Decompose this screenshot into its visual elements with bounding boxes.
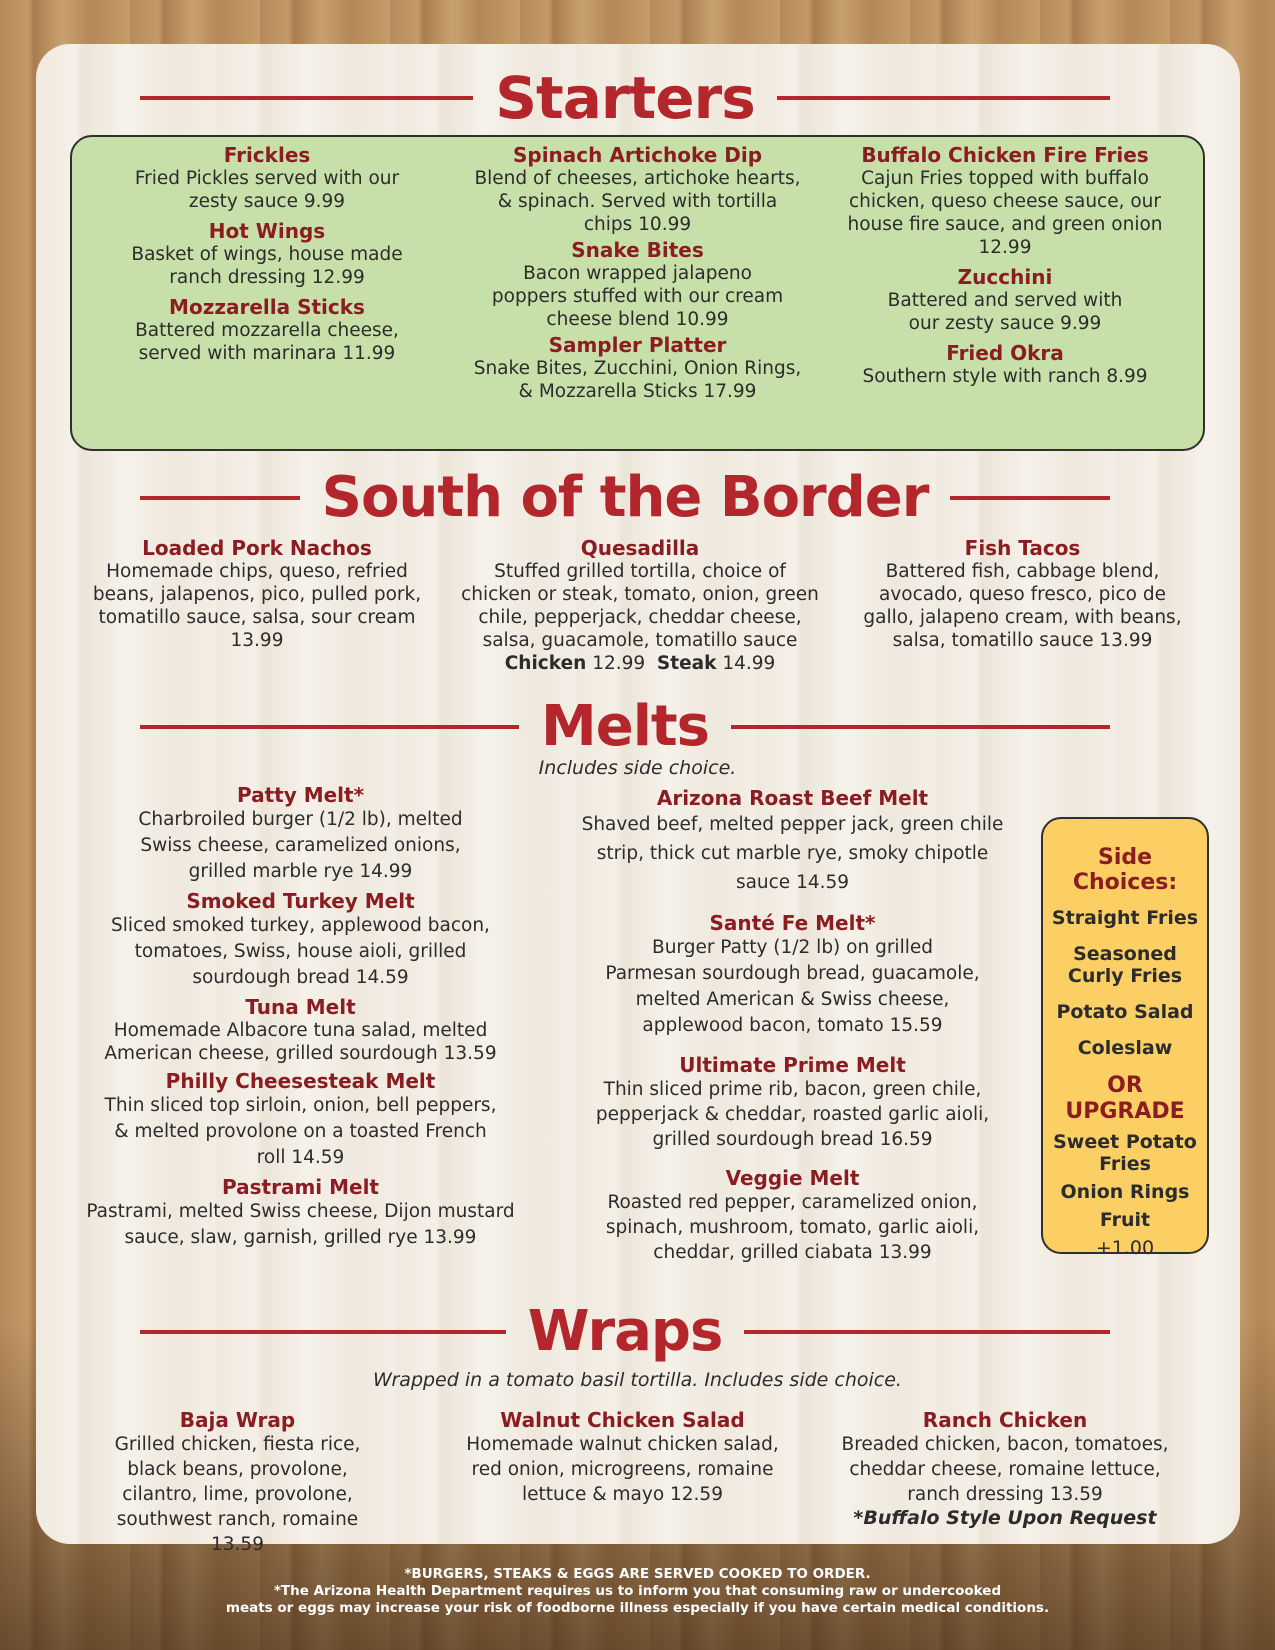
- footer-line: *BURGERS, STEAKS & EGGS ARE SERVED COOKED TO ORDER.: [404, 1566, 871, 1582]
- heading-rule: [777, 96, 1110, 100]
- menu-item: [78, 783, 523, 885]
- item-description: Thin sliced top sirloin, onion, bell peppers, & melted provolone on a toasted French roll 14.59: [104, 1095, 497, 1168]
- menu-item: [465, 333, 810, 403]
- item-name: Patty Melt*: [236, 783, 365, 807]
- side-option: Seasoned Curly Fries: [1067, 943, 1183, 987]
- item-description: Grilled chicken, fiesta rice, black beans, provolone, cilantro, lime, provolone, southwest ranch, romaine 13.59: [114, 1434, 361, 1555]
- footer-line: meats or eggs may increase your risk of foodborne illness especially if you have certain medical conditions.: [225, 1600, 1050, 1616]
- wraps-heading: [140, 1299, 1110, 1364]
- item-description: Homemade chips, queso, refried beans, jalapenos, pico, pulled pork, tomatillo sauce, salsa, sour cream 13.99: [92, 561, 422, 651]
- item-description: Battered mozzarella cheese, served with marinara 11.99: [135, 320, 399, 364]
- menu-item: [845, 536, 1200, 652]
- item-name: Smoked Turkey Melt: [186, 889, 415, 913]
- menu-item: [78, 1069, 523, 1171]
- menu-item: [455, 1408, 790, 1507]
- item-name: Buffalo Chicken Fire Fries: [861, 143, 1149, 167]
- item-description: Southern style with ranch 8.99: [862, 366, 1148, 387]
- starters-title: Starters: [495, 64, 755, 132]
- item-name: Fish Tacos: [964, 536, 1081, 560]
- chicken-label: Chicken: [504, 653, 587, 674]
- item-name: Ranch Chicken: [922, 1408, 1088, 1432]
- item-description: Charbroiled burger (1/2 lb), melted Swiss cheese, caramelized onions, grilled marble rye 14.99: [138, 809, 463, 882]
- menu-item: [78, 1175, 523, 1251]
- item-name: Baja Wrap: [179, 1408, 296, 1432]
- menu-item: [90, 143, 444, 213]
- item-description: Shaved beef, melted pepper jack, green chile strip, thick cut marble rye, smoky chipotle sauce 14.59: [581, 814, 1004, 893]
- heading-rule: [140, 725, 519, 729]
- item-name: Ultimate Prime Melt: [679, 1053, 906, 1077]
- menu-item: [555, 786, 1030, 897]
- footer-line: *The Arizona Health Department requires us to inform you that consuming raw or undercooked: [273, 1583, 1002, 1599]
- item-name: Fried Okra: [946, 341, 1064, 365]
- item-description: Battered fish, cabbage blend, avocado, queso fresco, pico de gallo, jalapeno cream, with beans, salsa, tomatillo sauce 13.99: [863, 561, 1182, 651]
- menu-item: [555, 1053, 1030, 1152]
- wraps-column-1: [85, 1408, 390, 1563]
- wraps-column-2: [455, 1408, 790, 1513]
- heading-rule: [140, 496, 300, 500]
- menu-item: [78, 889, 523, 991]
- item-description: Homemade walnut chicken salad, red onion, microgreens, romaine lettuce & mayo 12.59: [466, 1434, 779, 1505]
- wraps-title: Wraps: [527, 1299, 723, 1364]
- side-option: Potato Salad: [1056, 1001, 1194, 1023]
- item-name: Pastrami Melt: [222, 1175, 379, 1199]
- menu-item: [90, 219, 444, 289]
- item-description: Cajun Fries topped with buffalo chicken, queso cheese sauce, our house fire sauce, and green onion 12.99: [847, 168, 1163, 258]
- menu-item: [835, 143, 1175, 259]
- steak-label: Steak: [656, 653, 717, 674]
- item-description: Stuffed grilled tortilla, choice of chicken or steak, tomato, onion, green chile, pepperjack, cheddar cheese, salsa, guacamole, tomatillo sauce: [461, 561, 819, 651]
- upgrade-option: Fruit: [1099, 1209, 1151, 1231]
- item-description: Burger Patty (1/2 lb) on grilled Parmesan sourdough bread, guacamole, melted American & Swiss cheese, applewood bacon, tomato 15.59: [605, 937, 980, 1036]
- item-description: Pastrami, melted Swiss cheese, Dijon mustard sauce, slaw, garnish, grilled rye 13.99: [86, 1201, 515, 1248]
- item-name: Hot Wings: [208, 219, 326, 243]
- starters-column-2: [465, 143, 810, 409]
- melts-subtitle: Includes side choice.: [538, 757, 737, 779]
- melts-left-column: [78, 783, 523, 1257]
- south-column-1: [82, 536, 432, 658]
- melts-heading: [140, 694, 1110, 759]
- item-name: Frickles: [223, 143, 311, 167]
- menu-item: [555, 1166, 1030, 1265]
- item-name: Zucchini: [957, 265, 1053, 289]
- side-choices-title: Side Choices:: [1072, 845, 1178, 895]
- item-description: Breaded chicken, bacon, tomatoes, cheddar cheese, romaine lettuce, ranch dressing 13.59: [841, 1434, 1169, 1505]
- ranch-note: *Buffalo Style Upon Request: [853, 1507, 1157, 1529]
- item-description: Bacon wrapped jalapeno poppers stuffed with our cream cheese blend 10.99: [491, 263, 784, 330]
- starters-column-1: [90, 143, 444, 371]
- menu-item: [835, 341, 1175, 388]
- menu-item: [465, 238, 810, 331]
- side-choices-panel: [1041, 817, 1209, 1259]
- starters-heading: [140, 64, 1110, 132]
- menu-item: [455, 536, 825, 675]
- item-description: Snake Bites, Zucchini, Onion Rings, & Mozzarella Sticks 17.99: [473, 358, 802, 402]
- steak-price: 14.99: [722, 653, 776, 674]
- south-title: South of the Border: [321, 465, 929, 530]
- side-option: Coleslaw: [1077, 1037, 1173, 1059]
- item-name: Santé Fe Melt*: [709, 911, 876, 935]
- menu-item: [85, 1408, 390, 1557]
- upgrade-option: Sweet Potato Fries: [1053, 1131, 1197, 1175]
- melts-title: Melts: [541, 694, 710, 759]
- side-option: Straight Fries: [1051, 907, 1199, 929]
- item-name: Veggie Melt: [725, 1166, 860, 1190]
- item-name: Snake Bites: [571, 238, 704, 262]
- menu-item: [835, 265, 1175, 335]
- heading-rule: [744, 1330, 1110, 1334]
- item-description: Thin sliced prime rib, bacon, green chile, pepperjack & cheddar, roasted garlic aioli, grilled sourdough bread 16.59: [595, 1079, 990, 1150]
- menu-item: [78, 995, 523, 1065]
- item-description: Basket of wings, house made ranch dressing 12.99: [131, 244, 403, 288]
- menu-item: [90, 295, 444, 365]
- chicken-price: 12.99: [592, 653, 646, 674]
- item-name: Sampler Platter: [548, 333, 727, 357]
- south-column-3: [845, 536, 1200, 658]
- item-description: Fried Pickles served with our zesty sauce 9.99: [134, 168, 400, 212]
- item-name: Mozzarella Sticks: [169, 295, 365, 319]
- heading-rule: [140, 1330, 506, 1334]
- item-description: Battered and served with our zesty sauce 9.99: [887, 290, 1123, 334]
- south-column-2: [455, 536, 825, 681]
- melts-middle-column: [555, 786, 1030, 1271]
- item-name: Arizona Roast Beef Melt: [656, 786, 929, 810]
- quesadilla-prices: [455, 652, 825, 675]
- wraps-column-3: [835, 1408, 1175, 1536]
- item-description: Homemade Albacore tuna salad, melted American cheese, grilled sourdough 13.59: [104, 1020, 497, 1064]
- item-name: Spinach Artichoke Dip: [512, 143, 763, 167]
- upgrade-option: Onion Rings: [1060, 1181, 1190, 1203]
- upgrade-price: +1.00: [1095, 1237, 1155, 1259]
- menu-item: [555, 911, 1030, 1039]
- footer-notice: [0, 1566, 1275, 1617]
- starters-column-3: [835, 143, 1175, 394]
- heading-rule: [950, 496, 1110, 500]
- item-name: Walnut Chicken Salad: [500, 1408, 745, 1432]
- wraps-subtitle: Wrapped in a tomato basil tortilla. Includes side choice.: [373, 1369, 902, 1391]
- item-description: Roasted red pepper, caramelized onion, spinach, mushroom, tomato, garlic aioli, cheddar, grilled ciabata 13.99: [605, 1192, 980, 1263]
- item-name: Quesadilla: [580, 536, 700, 560]
- menu-item: [465, 143, 810, 236]
- menu-item: [835, 1408, 1175, 1530]
- item-name: Philly Cheesesteak Melt: [165, 1069, 436, 1093]
- item-name: Tuna Melt: [245, 995, 356, 1019]
- south-heading: [140, 465, 1110, 530]
- item-description: Sliced smoked turkey, applewood bacon, tomatoes, Swiss, house aioli, grilled sourdough bread 14.59: [111, 915, 490, 988]
- menu-item: [82, 536, 432, 652]
- or-upgrade-label: OR UPGRADE: [1065, 1073, 1185, 1124]
- heading-rule: [731, 725, 1110, 729]
- item-name: Loaded Pork Nachos: [142, 536, 372, 560]
- item-description: Blend of cheeses, artichoke hearts, & spinach. Served with tortilla chips 10.99: [474, 168, 801, 235]
- heading-rule: [140, 96, 473, 100]
